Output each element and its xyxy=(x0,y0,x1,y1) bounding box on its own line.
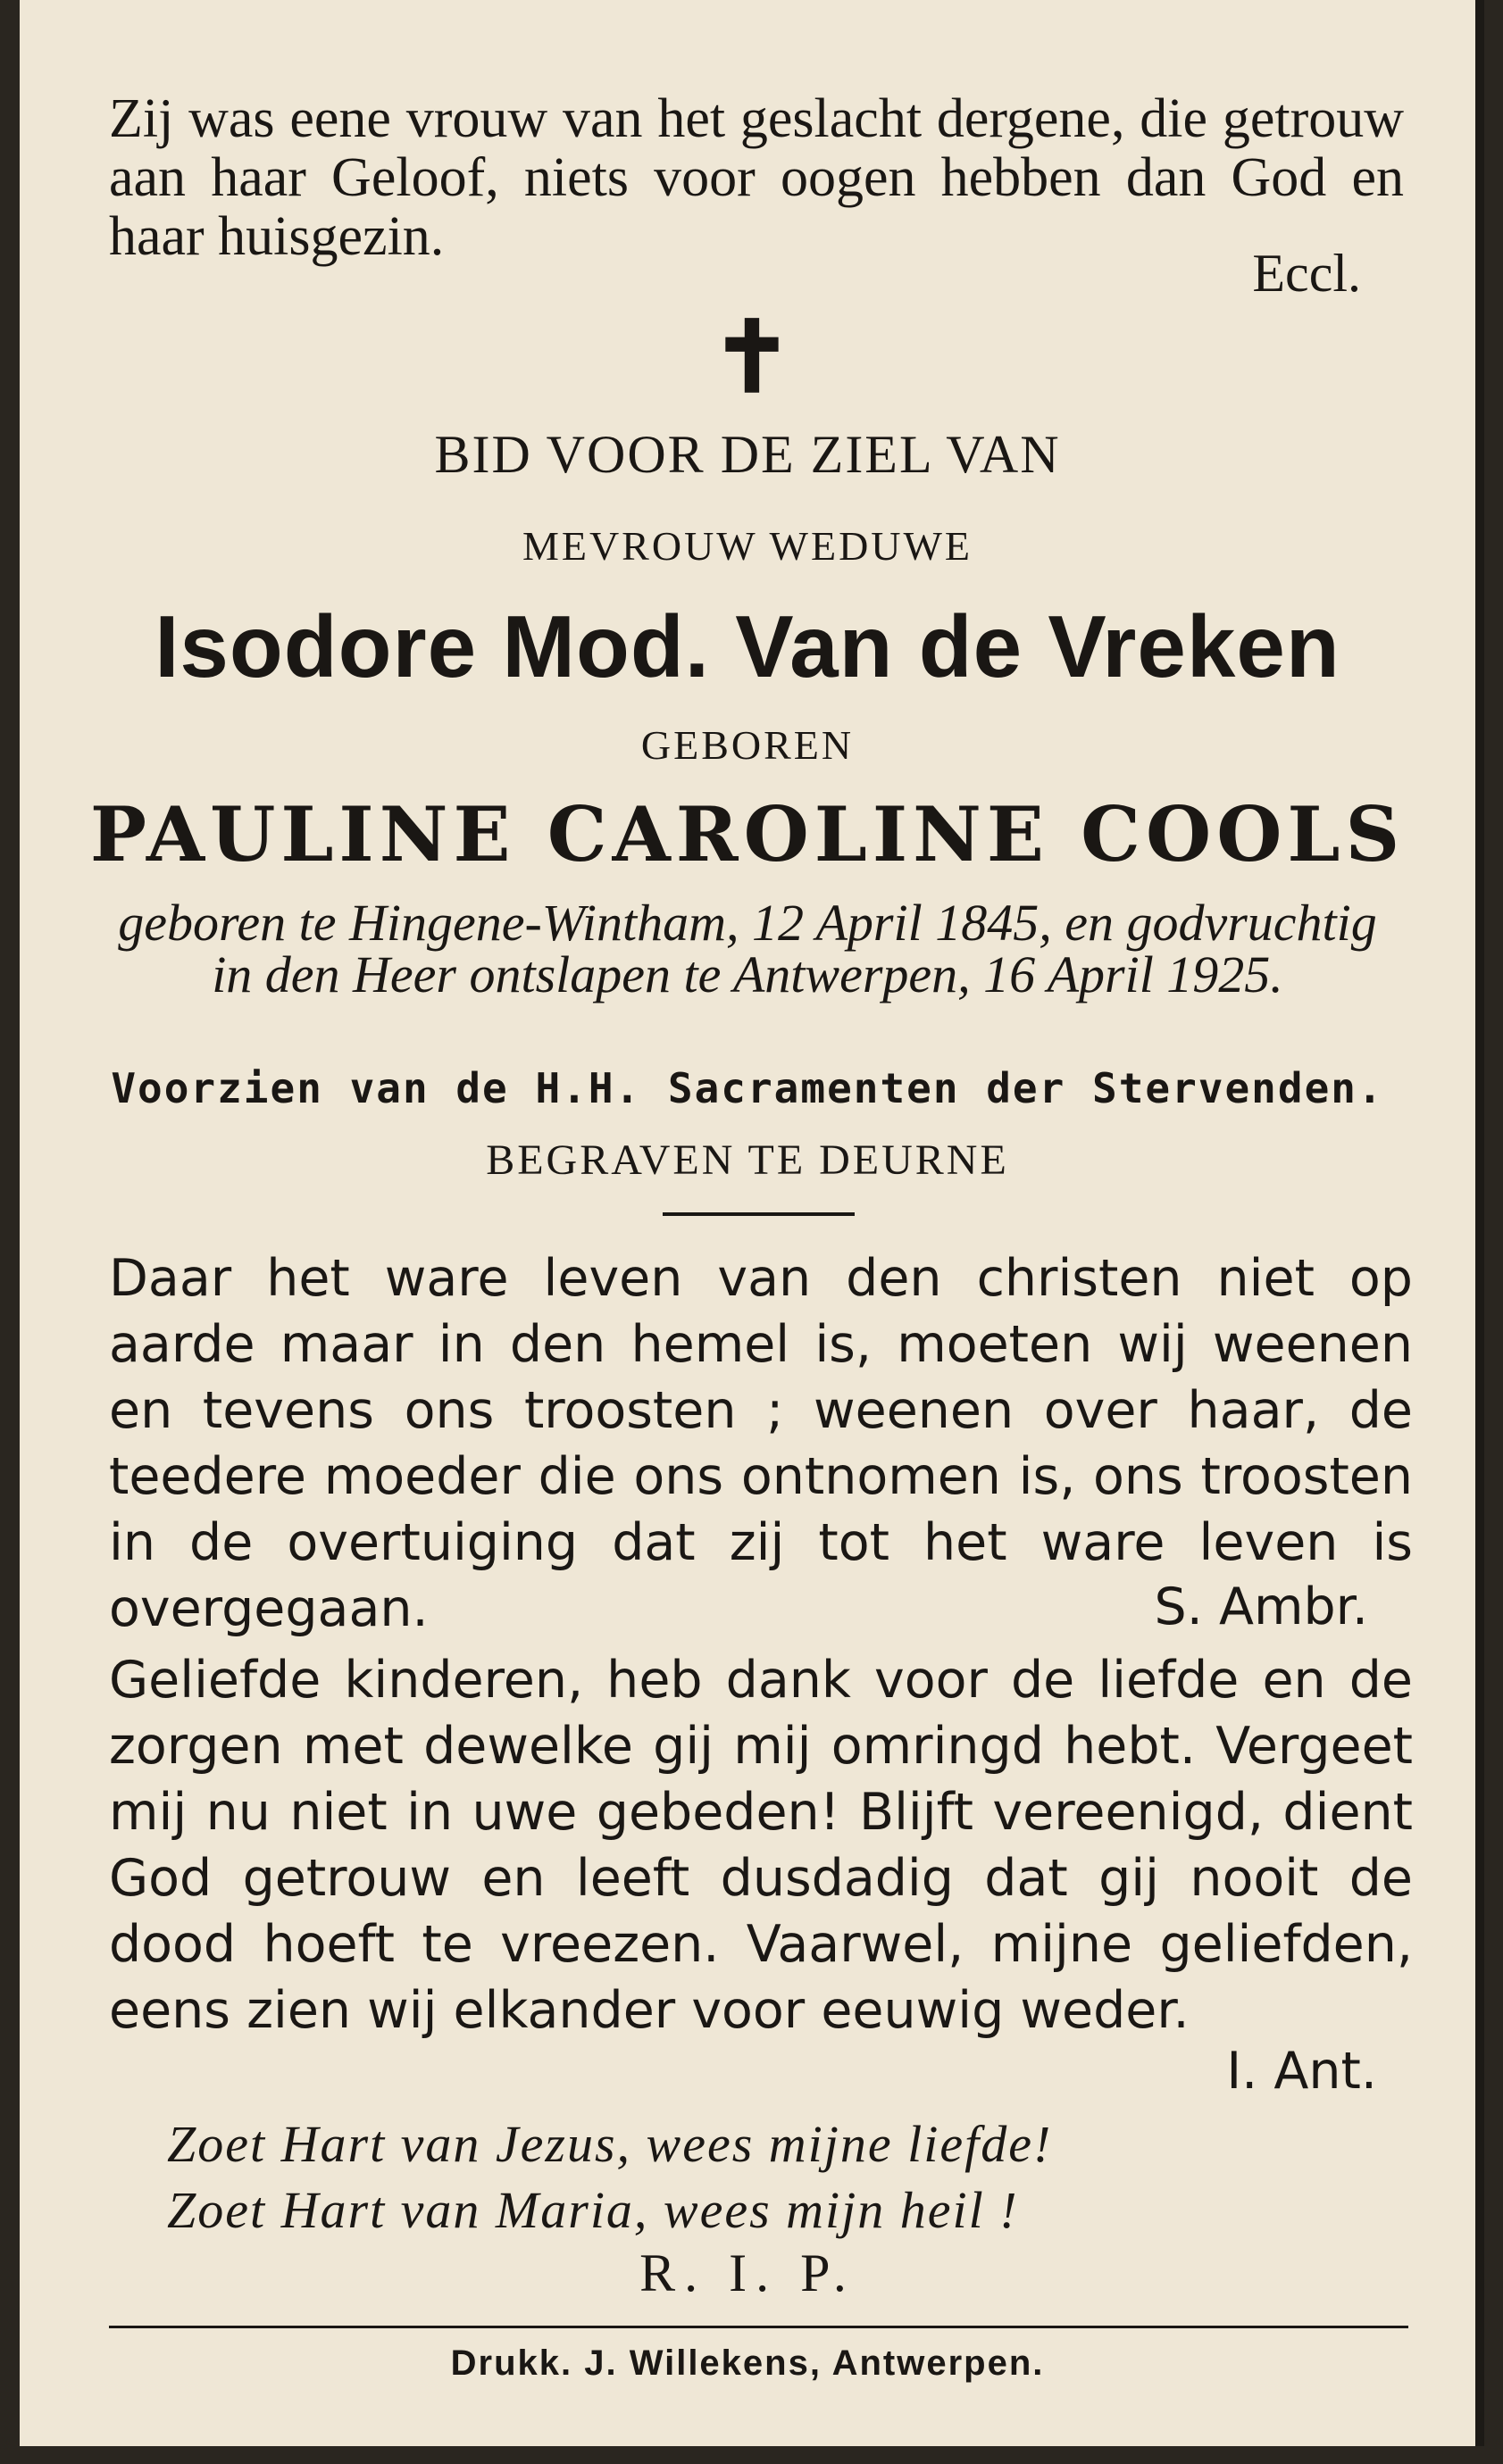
maiden-name: PAULINE CAROLINE COOLS xyxy=(89,790,1406,878)
footer-divider xyxy=(109,2326,1408,2328)
divider xyxy=(663,1212,855,1216)
epigraph-text: Zij was eene vrouw van het geslacht dergene, die getrouw aan haar Geloof, niets voor oogen hebben dan God en haar huisgezin. xyxy=(109,88,1404,267)
birth-death-details: geboren te Hingene-Wintham, 12 April 1845, en godvruchtig in den Heer ontslapen te Antwerpen, 16 April 1925. xyxy=(118,894,1377,1003)
rip-text: R. I. P. xyxy=(639,2243,856,2302)
burial-line: BEGRAVEN TE DEURNE xyxy=(486,1136,1009,1184)
paragraph-consolation: Daar het ware leven van den christen niet op aarde maar in den hemel is, moeten wij weenen en tevens ons troosten ; weenen over haar, de teedere moeder die ons ontnomen is, ons troosten in de overtuiging dat zij tot het ware leven is overgegaan. xyxy=(109,1249,1413,1638)
cross-icon: ✝ xyxy=(710,299,794,414)
paragraph-consolation-source: S. Ambr. xyxy=(1154,1577,1368,1636)
paragraph-farewell-source: I. Ant. xyxy=(1226,2042,1377,2101)
prayer-heading: BID VOOR DE ZIEL VAN xyxy=(434,425,1061,484)
printer-credit: Drukk. J. Willekens, Antwerpen. xyxy=(450,2343,1045,2383)
epigraph-source: Eccl. xyxy=(1252,244,1361,303)
paragraph-farewell: Geliefde kinderen, heb dank voor de liefde en de zorgen met dewelke gij mij omringd hebt. Vergeet mij nu niet in uwe gebeden! Blijft vereenigd, dient God getrouw en leeft dusdadig dat gij nooit de dood hoeft te vreezen. Vaarwel, mijne geliefden, eens zien wij elkander voor eeuwig weder. xyxy=(109,1651,1413,2040)
prayer-line-jesus: Zoet Hart van Jezus, wees mijne liefde! xyxy=(167,2115,1053,2173)
born-label: GEBOREN xyxy=(640,722,855,768)
title-line: MEVROUW WEDUWE xyxy=(522,523,973,569)
sacraments-line: Voorzien van de H.H. Sacramenten der Stervenden. xyxy=(111,1064,1384,1112)
deceased-name: Isodore Mod. Van de Vreken xyxy=(154,597,1340,695)
memorial-card xyxy=(20,0,1484,2446)
prayer-line-maria: Zoet Hart van Maria, wees mijn heil ! xyxy=(167,2181,1019,2239)
